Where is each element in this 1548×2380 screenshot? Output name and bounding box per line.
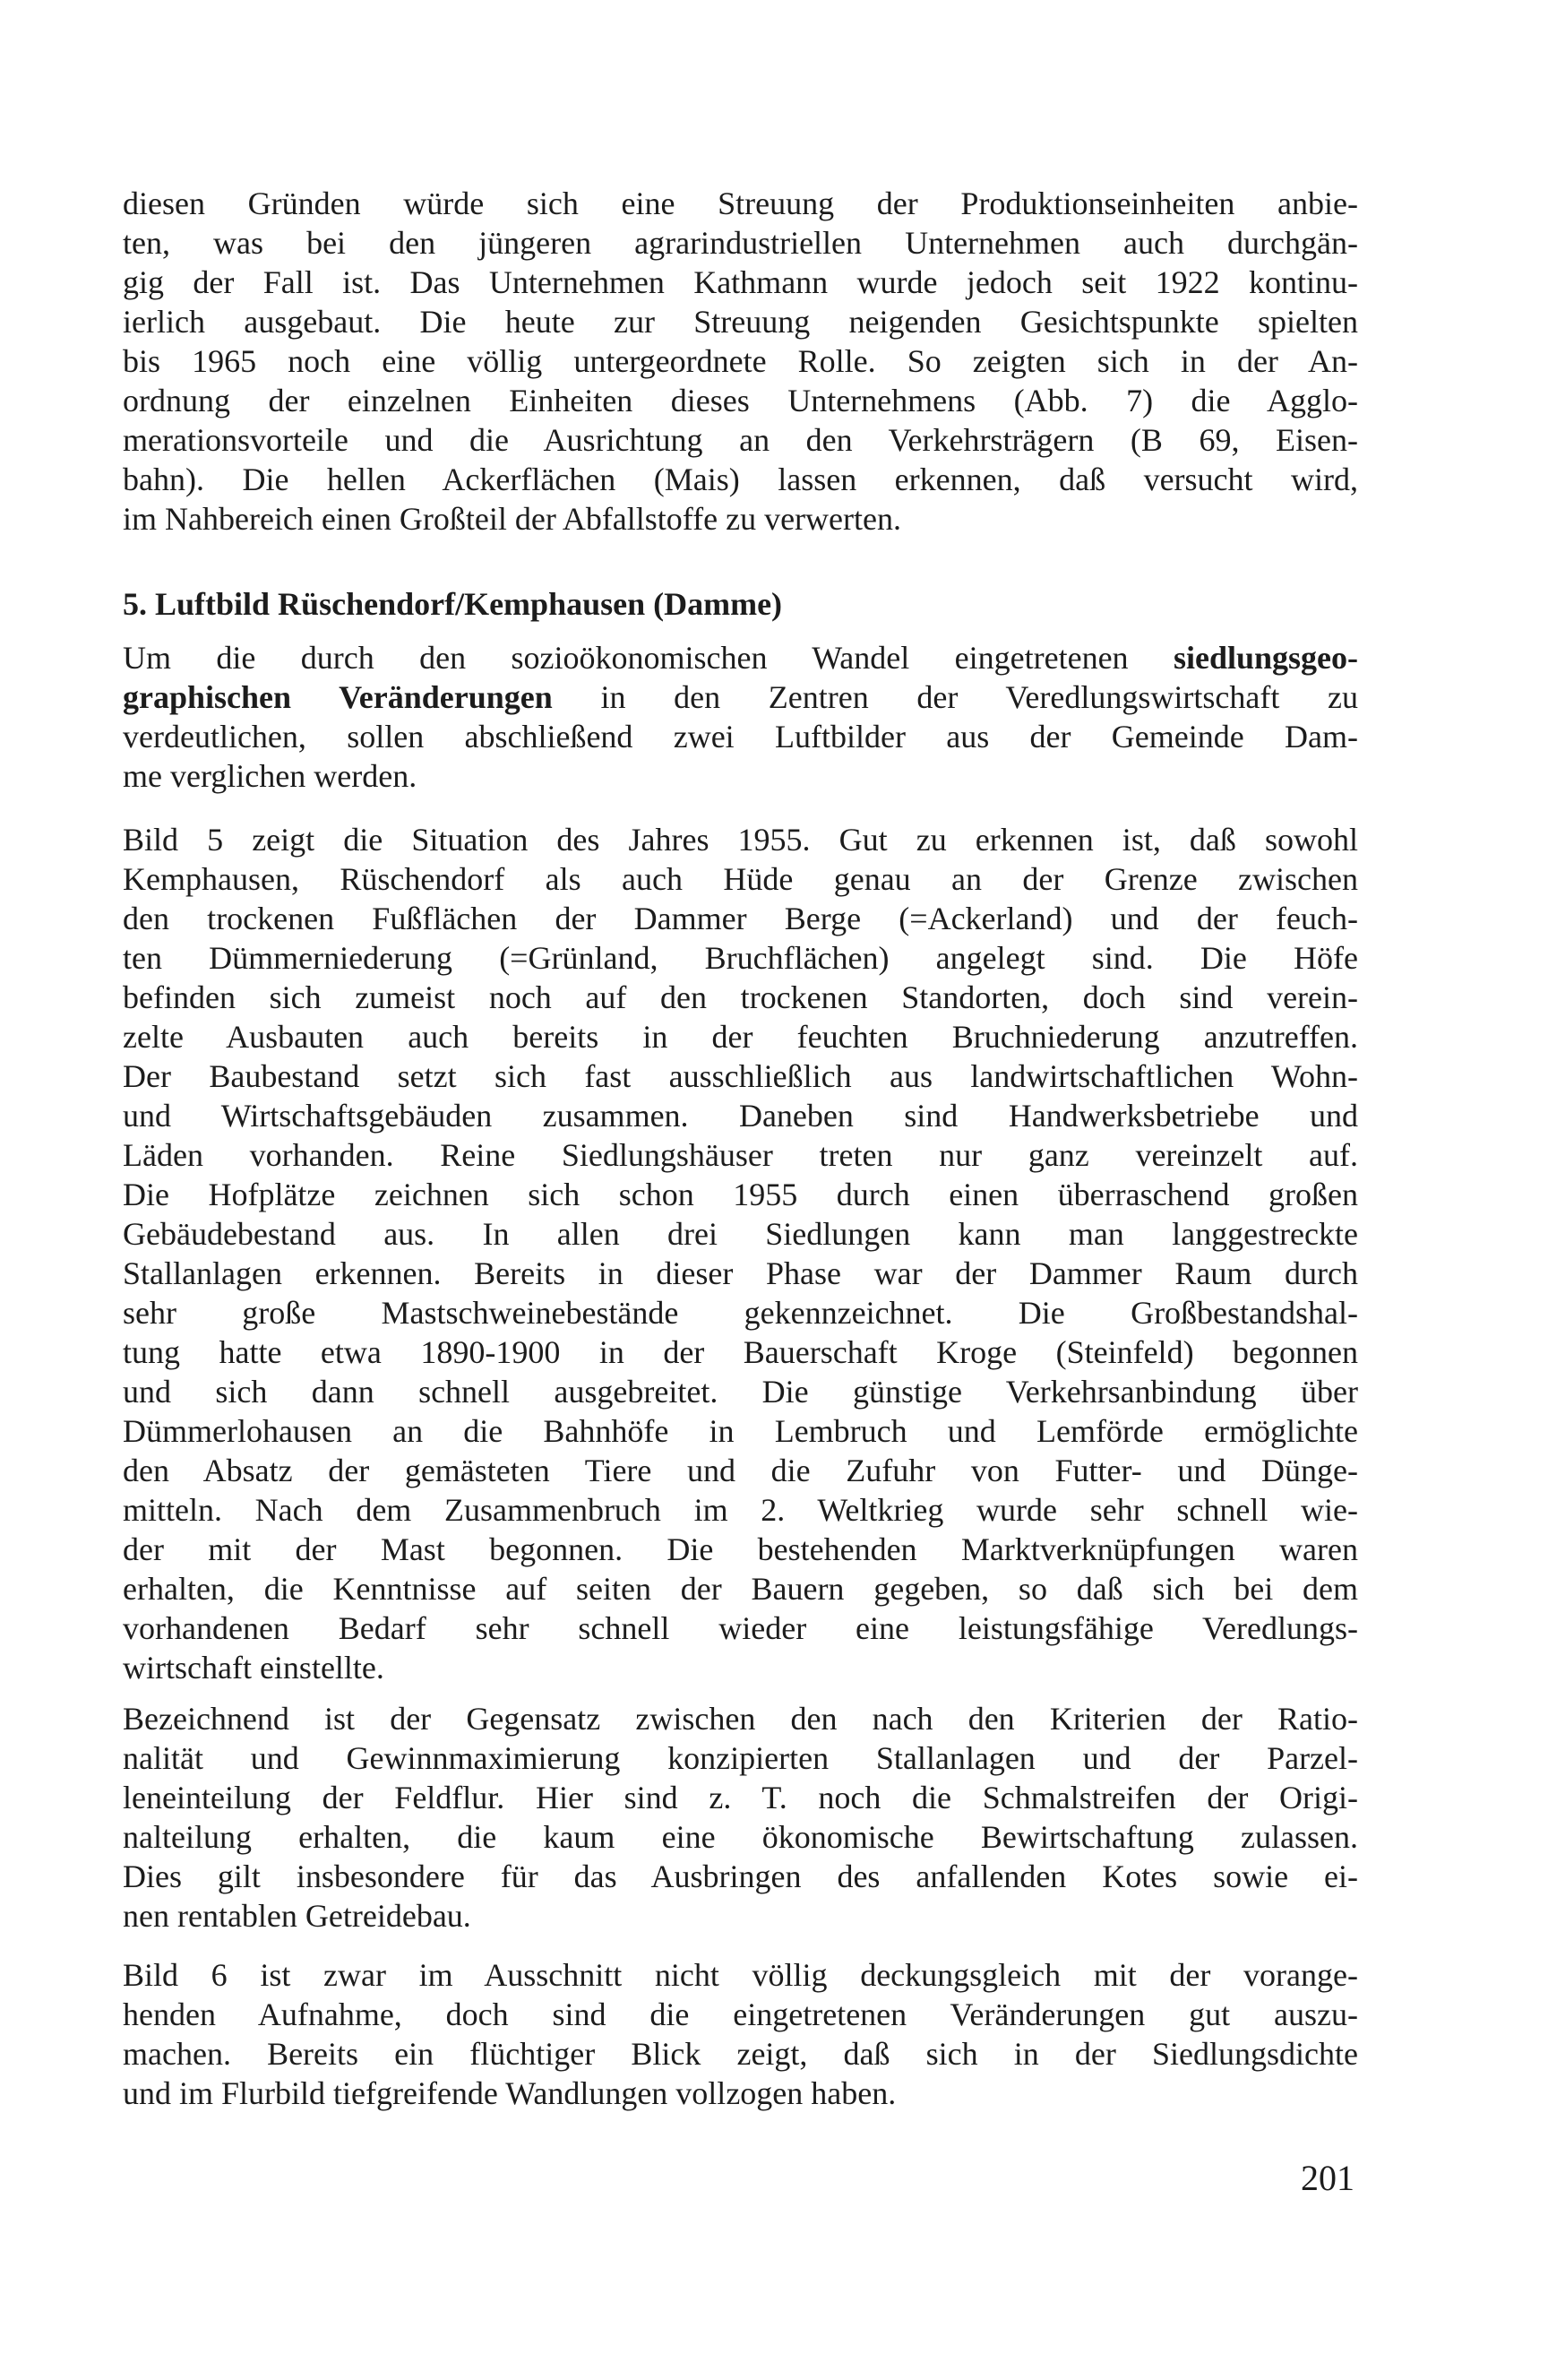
section-heading: 5. Luftbild Rüschendorf/Kemphausen (Damme): [123, 586, 783, 622]
text-line: sehr große Mastschweinebestände gekennzeichnet. Die Großbestandshal-: [123, 1295, 1358, 1331]
text-line: ierlich ausgebaut. Die heute zur Streuung neigenden Gesichtspunkte spielten: [123, 304, 1358, 340]
text-line: Bild 6 ist zwar im Ausschnitt nicht völlig deckungsgleich mit der vorange-: [123, 1957, 1358, 1993]
paragraph-3: [123, 820, 1358, 1687]
text-line: [123, 638, 1358, 677]
text-line: und sich dann schnell ausgebreitet. Die günstige Verkehrsanbindung über: [123, 1374, 1358, 1410]
paragraph-1: [123, 184, 1358, 539]
text-line: gig der Fall ist. Das Unternehmen Kathmann wurde jedoch seit 1922 kontinu-: [123, 264, 1358, 300]
text-line: Bild 5 zeigt die Situation des Jahres 1955. Gut zu erkennen ist, daß sowohl: [123, 822, 1358, 858]
text-line: Läden vorhanden. Reine Siedlungshäuser treten nur ganz vereinzelt auf.: [123, 1137, 1358, 1173]
text-line: mitteln. Nach dem Zusammenbruch im 2. Weltkrieg wurde sehr schnell wie-: [123, 1492, 1358, 1528]
text-line: Der Baubestand setzt sich fast ausschließlich aus landwirtschaftlichen Wohn-: [123, 1058, 1358, 1094]
text-line: vorhandenen Bedarf sehr schnell wieder eine leistungsfähige Veredlungs-: [123, 1610, 1358, 1646]
text-line: im Nahbereich einen Großteil der Abfallstoffe zu verwerten.: [123, 501, 901, 537]
text-line: henden Aufnahme, doch sind die eingetretenen Veränderungen gut auszu-: [123, 1996, 1358, 2032]
text-line: diesen Gründen würde sich eine Streuung der Produktionseinheiten anbie-: [123, 185, 1358, 221]
text-line: me verglichen werden.: [123, 758, 417, 794]
text-line: Die Hofplätze zeichnen sich schon 1955 durch einen überraschend großen: [123, 1177, 1358, 1212]
text-line: Gebäudebestand aus. In allen drei Siedlungen kann man langgestreckte: [123, 1216, 1358, 1252]
text-line: Dümmerlohausen an die Bahnhöfe in Lembruch und Lemförde ermöglichte: [123, 1413, 1358, 1449]
page-number: 201: [1301, 2158, 1354, 2198]
text-line: wirtschaft einstellte.: [123, 1650, 384, 1686]
text-line: ten, was bei den jüngeren agrarindustriellen Unternehmen auch durchgän-: [123, 225, 1358, 261]
text-line: ten Dümmerniederung (=Grünland, Bruchflächen) angelegt sind. Die Höfe: [123, 940, 1358, 976]
text-line: leneinteilung der Feldflur. Hier sind z. T. noch die Schmalstreifen der Origi-: [123, 1780, 1358, 1815]
text-line: bahn). Die hellen Ackerflächen (Mais) lassen erkennen, daß versucht wird,: [123, 461, 1358, 497]
text-line: [123, 677, 1358, 717]
text-line: Dies gilt insbesondere für das Ausbringen des anfallenden Kotes sowie ei-: [123, 1858, 1358, 1894]
text-line: den trockenen Fußflächen der Dammer Berge (=Ackerland) und der feuch-: [123, 901, 1358, 936]
text-line: bis 1965 noch eine völlig untergeordnete Rolle. So zeigten sich in der An-: [123, 343, 1358, 379]
text-line: und im Flurbild tiefgreifende Wandlungen vollzogen haben.: [123, 2075, 897, 2111]
text-line: ordnung der einzelnen Einheiten dieses Unternehmens (Abb. 7) die Agglo-: [123, 383, 1358, 418]
text-line: Stallanlagen erkennen. Bereits in dieser Phase war der Dammer Raum durch: [123, 1255, 1358, 1291]
paragraph-4: [123, 1699, 1358, 1936]
text-line: der mit der Mast begonnen. Die bestehenden Marktverknüpfungen waren: [123, 1531, 1358, 1567]
text-line: verdeutlichen, sollen abschließend zwei Luftbilder aus der Gemeinde Dam-: [123, 719, 1358, 755]
text-line: merationsvorteile und die Ausrichtung an den Verkehrsträgern (B 69, Eisen-: [123, 422, 1358, 458]
text-line: den Absatz der gemästeten Tiere und die Zufuhr von Futter- und Dünge-: [123, 1453, 1358, 1488]
text-run: Um die durch den sozioökonomischen Wandel eingetretenen: [123, 640, 1174, 676]
text-line: Bezeichnend ist der Gegensatz zwischen den nach den Kriterien der Ratio-: [123, 1701, 1358, 1737]
text-line: nen rentablen Getreidebau.: [123, 1898, 471, 1934]
bold-term: siedlungsgeo-: [1173, 640, 1358, 676]
text-line: Kemphausen, Rüschendorf als auch Hüde genau an der Grenze zwischen: [123, 861, 1358, 897]
text-line: befinden sich zumeist noch auf den trockenen Standorten, doch sind verein-: [123, 979, 1358, 1015]
text-line: nalität und Gewinnmaximierung konzipierten Stallanlagen und der Parzel-: [123, 1740, 1358, 1776]
paragraph-2: [123, 638, 1358, 796]
text-line: tung hatte etwa 1890-1900 in der Bauerschaft Kroge (Steinfeld) begonnen: [123, 1334, 1358, 1370]
text-line: nalteilung erhalten, die kaum eine ökonomische Bewirtschaftung zulassen.: [123, 1819, 1358, 1855]
text-line: zelte Ausbauten auch bereits in der feuchten Bruchniederung anzutreffen.: [123, 1019, 1358, 1055]
text-line: und Wirtschaftsgebäuden zusammen. Daneben sind Handwerksbetriebe und: [123, 1098, 1358, 1134]
text-line: machen. Bereits ein flüchtiger Blick zeigt, daß sich in der Siedlungsdichte: [123, 2036, 1358, 2072]
bold-term: graphischen Veränderungen: [123, 679, 553, 715]
text-run: in den Zentren der Veredlungswirtschaft zu: [552, 679, 1358, 715]
paragraph-5: [123, 1955, 1358, 2113]
text-line: erhalten, die Kenntnisse auf seiten der Bauern gegeben, so daß sich bei dem: [123, 1571, 1358, 1607]
